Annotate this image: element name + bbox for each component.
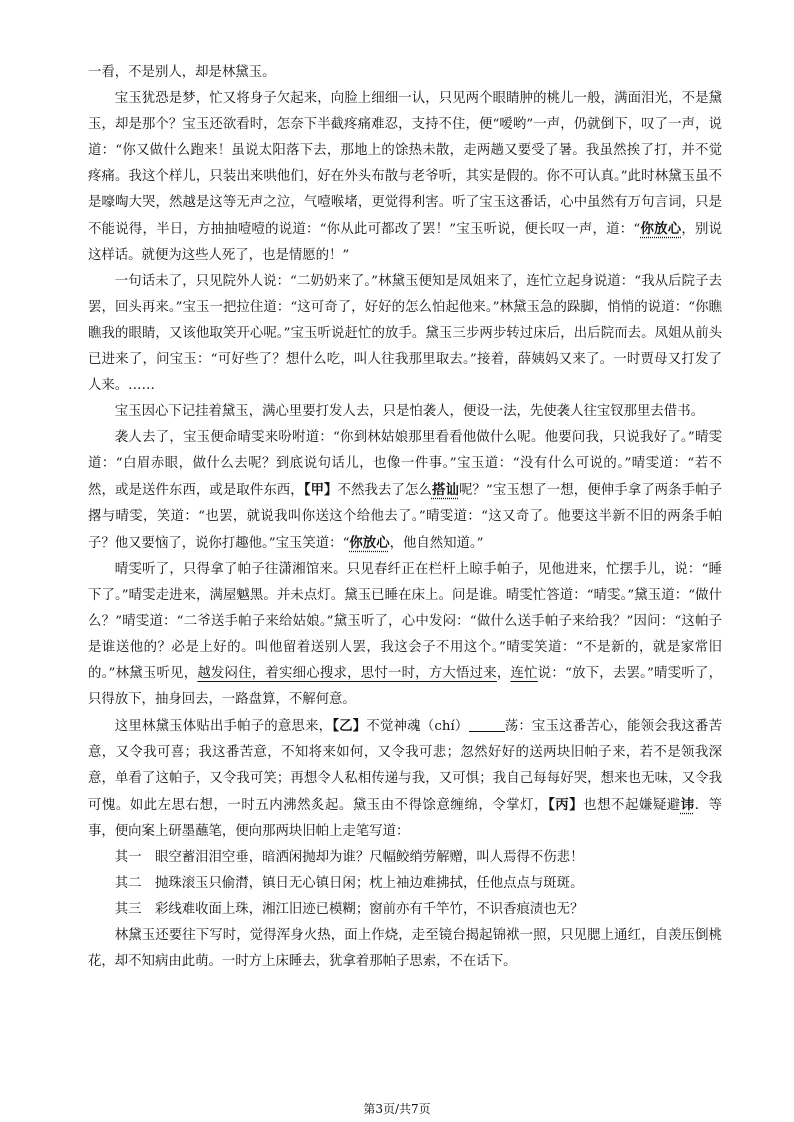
- paragraph-3: 一句话未了，只见院外人说：“二奶奶来了。”林黛玉便知是凤姐来了，连忙立起身说道：“我从后院子去罢，回头再来。”宝玉一把拉住道：“这可奇了，好好的怎么怕起他来。”林黛玉急的跺脚，悄悄的说道：“你瞧瞧我的眼睛，又该他取笑开心呢。”宝玉听说赶忙的放手。黛玉三步两步转过床后，出后院而去。凤姐从前头已进来了，问宝玉：“可好些了？想什么吃，叫人往我那里取去。”接着，薛姨妈又来了。一时贾母又打发了人来。……: [88, 274, 722, 393]
- paragraph-6-text-e: 说：“放下，去罢。”晴雯听了，只得放下，抽身回去，一路盘算，不解何意。: [88, 666, 722, 707]
- emphasis-da-shan: 搭讪: [431, 482, 459, 498]
- paragraph-5-text-e: 呢？”宝玉想了一想，便伸手拿了两条手帕子撂与晴雯，笑道：“也罢，就说我叫你送这个给他去了。”晴雯道：“这又奇了。他要这半新不旧的两条手帕子？他又要恼了，说你打趣他。”宝玉笑道：“: [88, 483, 723, 551]
- paragraph-7-text-a: 这里林黛玉体贴出手帕子的意思来，: [114, 719, 333, 734]
- paragraph-6-text-c: ，: [496, 666, 511, 681]
- paragraph-2-text-c: ，别说这样话。就便为这些人死了，也是情愿的！”: [88, 222, 723, 263]
- fill-in-blank: [469, 717, 505, 732]
- paragraph-6: [88, 557, 722, 713]
- blank-marker-yi: 【乙】: [332, 718, 367, 734]
- paragraph-5-text-a: 袭人去了，宝玉便命晴雯来吩咐道：“你到林姑娘那里看看他做什么呢。他要问我，只说我好了。”晴雯道：“白眉赤眼，做什么去呢？到底说句话儿，也像一件事。”宝玉道：“没有什么可说的。”晴雯道：“若不然，或是送件东西，或是取件东西，: [88, 430, 722, 498]
- underlined-phrase-da-wu: 越发闷住，着实细心搜求，思忖一时，方大悟过来: [197, 666, 497, 681]
- article-body: [88, 60, 722, 975]
- underlined-phrase-lian-mang: 连忙: [510, 666, 538, 681]
- paragraph-7-text-d: 荡：宝玉这番苦心，能领会我这番苦意，又令我可喜；我这番苦意，不知将来如何，又令我可悲；忽然好好的送两块旧帕子来，若不是领我深意，单看了这帕子，又令我可笑；再想令人私相传递与我，又可惧；我自己每每好哭，想来也无味，又令我可愧。如此左思右想，一时五内沸然炙起。黛玉由不得馀意缠绵，令掌灯，: [88, 719, 723, 813]
- blank-marker-jia: 【甲】: [303, 482, 338, 498]
- paragraph-5: [88, 425, 722, 557]
- emphasis-hui: 讳: [680, 797, 695, 813]
- paragraph-7-text-f: 也想不起嫌疑避: [583, 798, 681, 813]
- paragraph-1: 一看，不是别人，却是林黛玉。: [88, 65, 276, 80]
- paragraph-2: [88, 86, 722, 269]
- poem-3: 其三 彩线难收面上珠，湘江旧迹已模糊；窗前亦有千竿竹，不识香痕渍也无？: [114, 902, 584, 917]
- poem-1: 其一 眼空蓄泪泪空垂，暗洒闲抛却为谁？尺幅鲛绡劳解赠，叫人焉得不伤悲！: [114, 850, 584, 865]
- paragraph-7-text-c: 不觉神魂（chí）: [366, 719, 469, 734]
- paragraph-7: [88, 713, 722, 845]
- paragraph-2-text-a: 宝玉犹恐是梦，忙又将身子欠起来，向脸上细细一认，只见两个眼睛肿的桃儿一般，满面泪光，不是黛玉，却是那个？宝玉还欲看时，怎奈下半截疼痛难忍，支持不住，便“嗳哟”一声，仍就倒下，叹了一声，说道：“你又做什么跑来！虽说太阳落下去，那地上的馀热未散，走两趟又要受了暑。我虽然挨了打，并不觉疼痛。我这个样儿，只装出来哄他们，好在外头布散与老爷听，其实是假的。你不可认真。”此时林黛玉虽不是嚎啕大哭，然越是这等无声之泣，气噎喉堵，更觉得利害。听了宝玉这番话，心中虽然有万句言词，只是不能说得，半日，方抽抽噎噎的说道：“你从此可都改了罢！”宝玉听说，便长叹一声，道：“: [88, 91, 722, 237]
- emphasis-ni-fang-xin-2: 你放心: [349, 535, 390, 551]
- paragraph-6-text-a: 晴雯听了，只得拿了帕子往潇湘馆来。只见春纤正在栏杆上晾手帕子，见他进来，忙摆手儿，说：“睡下了。”晴雯走进来，满屋魆黑。并未点灯。黛玉已睡在床上。问是谁。晴雯忙答道：“晴雯。”黛玉道：“做什么？”晴雯道：“二爷送手帕子来给姑娘。”黛玉听了，心中发闷：“做什么送手帕子来给我？”因问：“这帕子是谁送他的？必是上好的。叫他留着送别人罢，我这会子不用这个。”晴雯笑道：“不是新的，就是家常旧的。”林黛玉听见，: [88, 562, 722, 681]
- page-number: 第3页/共7页: [363, 1102, 431, 1116]
- paragraph-4: 宝玉因心下记挂着黛玉，满心里要打发人去，只是怕袭人，便设一法，先使袭人往宝钗那里去借书。: [114, 404, 704, 419]
- paragraph-5-text-g: ，他自然知道。”: [389, 536, 484, 551]
- paragraph-5-text-c: 不然我去了怎么: [337, 483, 432, 498]
- paragraph-8: 林黛玉还要往下写时，觉得浑身火热，面上作烧，走至镜台揭起锦袱一照，只见腮上通红，自羡压倒桃花，却不知病由此萌。一时方上床睡去，犹拿着那帕子思索，不在话下。: [88, 928, 722, 969]
- paragraph-7-text-h: ．等事，便向案上研墨蘸笔，便向那两块旧帕上走笔写道：: [88, 798, 723, 839]
- blank-marker-bing: 【丙】: [548, 797, 584, 813]
- emphasis-ni-fang-xin-1: 你放心: [640, 221, 682, 237]
- poem-2: 其二 抛珠滚玉只偷潸，镇日无心镇日闲；枕上袖边难拂拭，任他点点与斑斑。: [114, 876, 584, 891]
